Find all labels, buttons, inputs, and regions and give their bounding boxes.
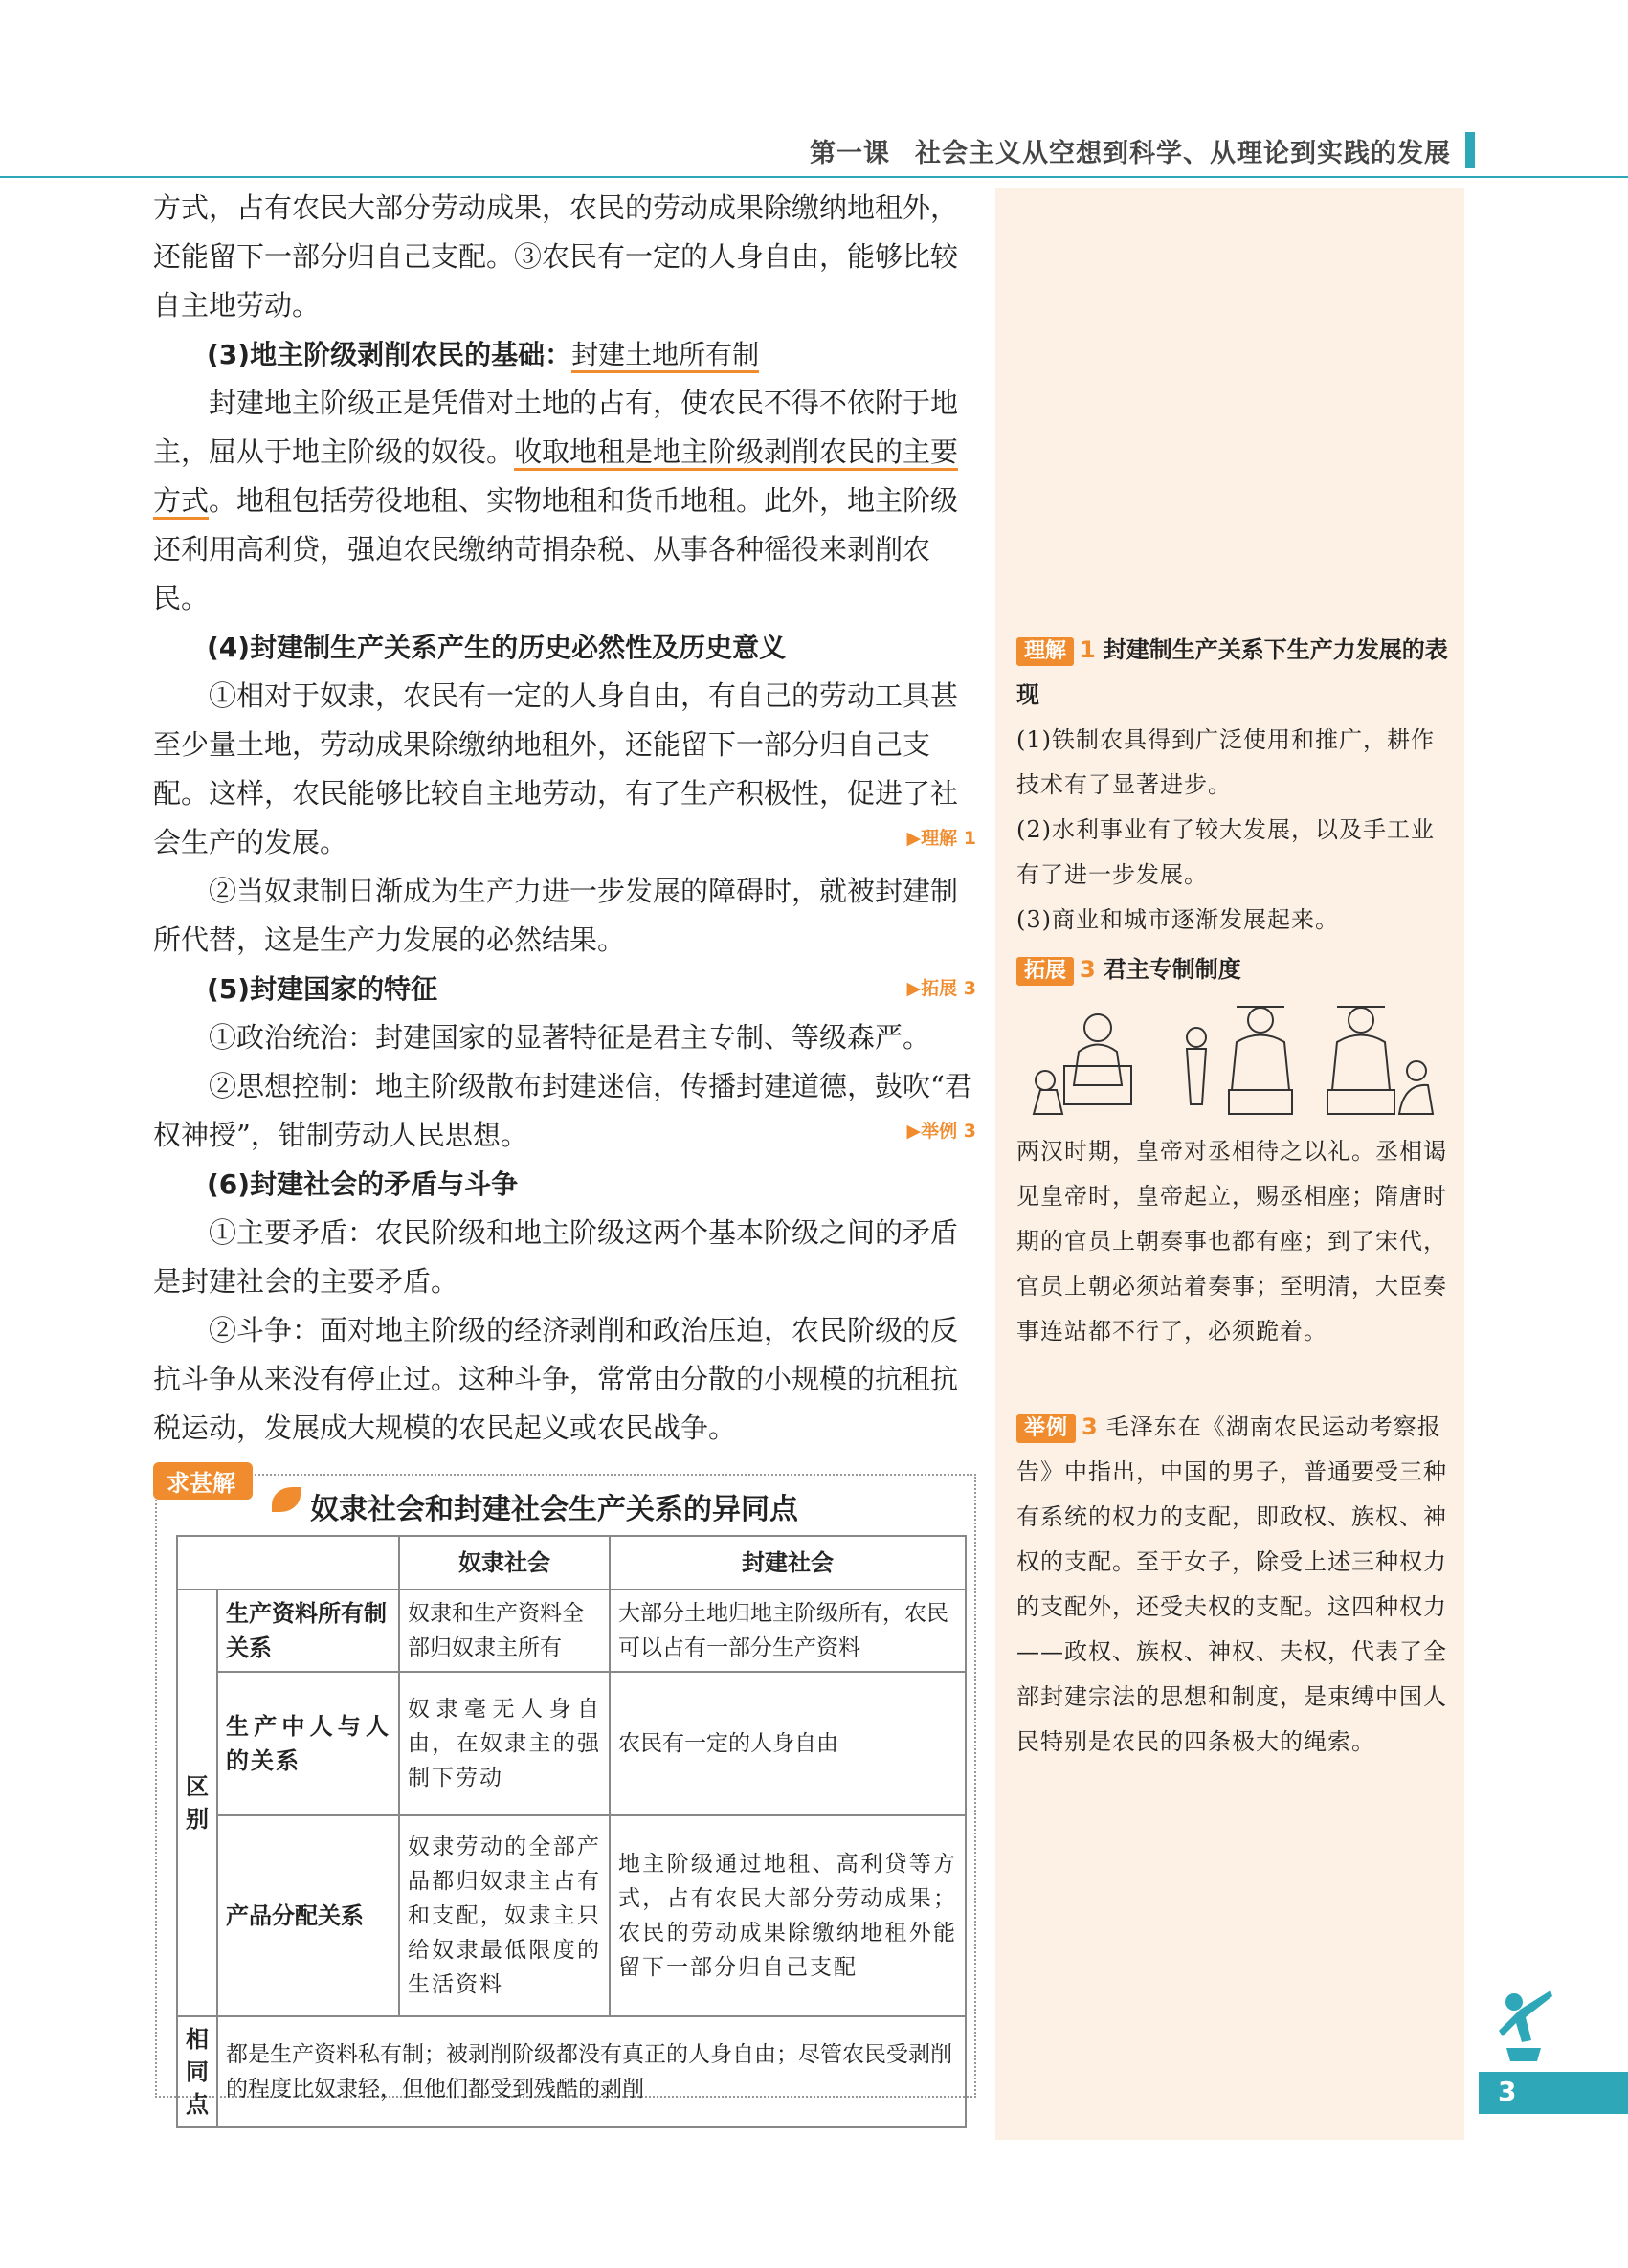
sidebar-extend-text	[1016, 1129, 1452, 1354]
table-header-row	[177, 1536, 966, 1590]
header-accent-bar	[1465, 132, 1475, 168]
note-body	[1016, 1405, 1452, 1765]
paragraph: ②当奴隶制日渐成为生产力进一步发展的障碍时，就被封建制所代替，这是生产力发展的必然结果。	[153, 875, 959, 956]
note-item: (2)水利事业有了较大发展，以及手工业有了进一步发展。	[1016, 816, 1435, 888]
section-heading-6: (6)封建社会的矛盾与斗争	[207, 1168, 519, 1200]
paragraph: ②斗争：面对地主阶级的经济剥削和政治压迫，农民阶级的反抗斗争从来没有停止过。这种斗争，常常由分散的小规模的抗租抗税运动，发展成大规模的农民起义或农民战争。	[153, 1314, 959, 1444]
illustration-court-etiquette	[1026, 999, 1438, 1123]
note-text: 毛泽东在《湖南农民运动考察报告》中指出，中国的男子，普通要受三种有系统的权力的支配，即政权、族权、神权的支配。至于女子，除受上述三种权力的支配外，还受夫权的支配。这四种权力——政权、族权、神权、夫权，代表了全部封建宗法的思想和制度，是束缚中国人民特别是农民的四条极大的绳索。	[1016, 1413, 1447, 1755]
illustration-han-seated	[1026, 999, 1150, 1123]
cell-slave: 奴隶毫无人身自由，在奴隶主的强制下劳动	[399, 1672, 610, 1815]
lesson-title: 社会主义从空想到科学、从理论到实践的发展	[915, 139, 1451, 168]
note-heading	[1016, 947, 1452, 992]
table-corner	[177, 1536, 399, 1590]
note-title: 封建制生产关系下生产力发展的表现	[1016, 636, 1448, 708]
tag-example: 举例	[1016, 1414, 1076, 1443]
column-header-feudal: 封建社会	[610, 1536, 966, 1590]
note-heading	[1016, 628, 1452, 718]
box-tab-label: 求甚解	[153, 1462, 253, 1500]
note-number: 1	[1080, 636, 1096, 663]
text: ②思想控制：地主阶级散布封建迷信，传播封建道德，鼓吹“君权神授”，钳制劳动人民思想。	[153, 1070, 972, 1151]
row-label: 生产中人与人的关系	[217, 1672, 399, 1815]
page-number: 3	[1498, 2076, 1517, 2107]
note-body: 两汉时期，皇帝对丞相待之以礼。丞相谒见皇帝时，皇帝起立，赐丞相座；隋唐时期的官员上朝奏事也都有座；到了宋代，官员上朝必须站着奏事；至明清，大臣奏事连站都不行了，必须跪着。	[1016, 1138, 1447, 1345]
cell-feudal: 地主阶级通过地租、高利贷等方式，占有农民大部分劳动成果；农民的劳动成果除缴纳地租外能留下一部分归自己支配	[610, 1815, 966, 2016]
comparison-box	[155, 1470, 976, 2118]
leaf-icon	[272, 1487, 301, 1512]
mascot-logo	[1493, 1981, 1560, 2069]
underlined-key-sentence: 收取地租是地主阶级剥削农民的主要方式	[153, 435, 958, 520]
tag-understand: 理解	[1016, 637, 1074, 666]
page-number-tab	[1479, 2072, 1628, 2114]
comparison-table	[176, 1535, 967, 2128]
row-label: 生产资料所有制关系	[217, 1590, 399, 1672]
note-item: (3)商业和城市逐渐发展起来。	[1016, 906, 1339, 933]
text: 封建地主阶级正是凭借对土地的占有，使农民不得不依附于地主，屈从于地主阶级的奴役。	[153, 387, 959, 468]
paragraph: ①主要矛盾：农民阶级和地主阶级这两个基本阶级之间的矛盾是封建社会的主要矛盾。	[153, 1216, 959, 1298]
cell-feudal: 大部分土地归地主阶级所有，农民可以占有一部分生产资料	[610, 1590, 966, 1672]
section-heading-4: (4)封建制生产关系产生的历史必然性及历史意义	[207, 632, 787, 663]
underlined-key-term: 封建土地所有制	[571, 339, 759, 373]
cross-reference-link[interactable]: ▶理解 1	[906, 828, 976, 849]
chapter-title	[810, 132, 1451, 169]
sidebar-note-understand	[1016, 628, 1452, 943]
cross-reference-link[interactable]: ▶举例 3	[906, 1121, 976, 1142]
paragraph	[153, 672, 976, 867]
text: ①相对于奴隶，农民有一定的人身自由，有自己的劳动工具甚至少量土地，劳动成果除缴纳地租外，还能留下一部分归自己支配。这样，农民能够比较自主地劳动，有了生产积极性，促进了社会生产的发展。	[153, 679, 959, 858]
box-title: 奴隶社会和封建社会生产关系的异同点	[310, 1493, 798, 1526]
group-label-same: 相同点	[177, 2016, 217, 2127]
note-title: 君主专制制度	[1103, 956, 1241, 983]
table-row	[177, 1815, 966, 2016]
cross-reference-link[interactable]: ▶拓展 3	[906, 978, 976, 999]
note-number: 3	[1082, 1413, 1099, 1440]
heading-text: (3)地主阶级剥削农民的基础：	[207, 339, 572, 370]
sidebar-note-extend	[1016, 947, 1452, 992]
illustration-ming-qing-kneeling	[1313, 999, 1438, 1123]
cell-feudal: 农民有一定的人身自由	[610, 1672, 966, 1815]
heading-text: (5)封建国家的特征	[207, 973, 438, 1005]
paragraph: ①政治统治：封建国家的显著特征是君主专制、等级森严。	[209, 1021, 931, 1054]
group-label-difference: 区别	[177, 1590, 217, 2016]
text: 。地租包括劳役地租、实物地租和货币地租。此外，地主阶级还利用高利贷，强迫农民缴纳苛捐杂税、从事各种徭役来剥削农民。	[153, 484, 959, 614]
cell-slave: 奴隶劳动的全部产品都归奴隶主占有和支配，奴隶主只给奴隶最低限度的生活资料	[399, 1815, 610, 2016]
table-row	[177, 1590, 966, 1672]
note-number: 3	[1080, 956, 1096, 983]
section-heading-5	[153, 965, 976, 1013]
illustration-sui-tang	[1170, 999, 1304, 1123]
column-header-slave: 奴隶社会	[399, 1536, 610, 1590]
table-row-same	[177, 2016, 966, 2127]
sidebar-note-example	[1016, 1405, 1452, 1765]
main-text	[153, 184, 976, 1453]
table-row	[177, 1672, 966, 1815]
lesson-label: 第一课	[810, 139, 890, 168]
cell-slave: 奴隶和生产资料全部归奴隶主所有	[399, 1590, 610, 1672]
paragraph	[153, 379, 976, 623]
tag-extend: 拓展	[1016, 957, 1074, 986]
row-label: 产品分配关系	[217, 1815, 399, 2016]
page-header	[0, 122, 1628, 180]
note-item: (1)铁制农具得到广泛使用和推广，耕作技术有了显著进步。	[1016, 726, 1435, 798]
paragraph: 方式，占有农民大部分劳动成果，农民的劳动成果除缴纳地租外，还能留下一部分归自己支配。③农民有一定的人身自由，能够比较自主地劳动。	[153, 191, 959, 322]
paragraph	[153, 1062, 976, 1160]
section-heading-3	[153, 330, 976, 379]
cell-same: 都是生产资料私有制；被剥削阶级都没有真正的人身自由；尽管农民受剥削的程度比奴隶轻，但他们都受到残酷的剥削	[217, 2016, 966, 2127]
header-divider	[0, 176, 1628, 178]
